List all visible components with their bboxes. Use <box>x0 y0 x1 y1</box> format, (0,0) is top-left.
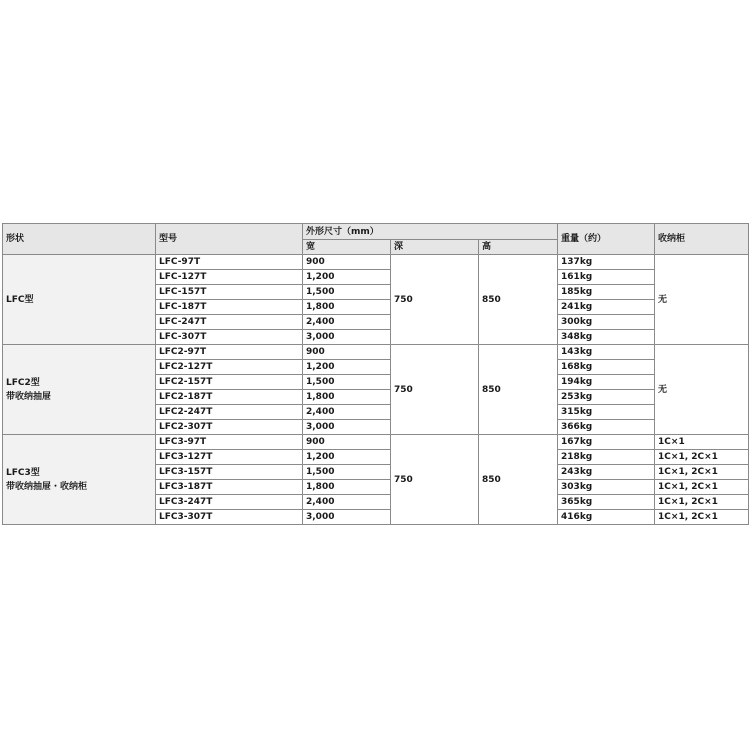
weight-cell: 194kg <box>558 375 655 390</box>
weight-cell: 167kg <box>558 435 655 450</box>
model-cell: LFC2-307T <box>156 420 303 435</box>
table-body <box>3 255 749 525</box>
model-cell: LFC2-127T <box>156 360 303 375</box>
width-cell: 1,200 <box>303 270 391 285</box>
weight-cell: 143kg <box>558 345 655 360</box>
model-cell: LFC-187T <box>156 300 303 315</box>
table-header <box>3 224 749 255</box>
cabinet-cell: 1C×1, 2C×1 <box>655 495 749 510</box>
model-cell: LFC-97T <box>156 255 303 270</box>
width-cell: 3,000 <box>303 510 391 525</box>
width-cell: 900 <box>303 255 391 270</box>
header-dimensions: 外形尺寸（mm） <box>303 224 558 240</box>
table-row <box>3 435 749 450</box>
depth-cell: 750 <box>391 435 479 525</box>
shape-name: LFC2型 <box>6 377 40 388</box>
weight-cell: 366kg <box>558 420 655 435</box>
header-height: 高 <box>479 240 558 255</box>
width-cell: 3,000 <box>303 420 391 435</box>
cabinet-cell: 无 <box>655 255 749 345</box>
cabinet-cell: 无 <box>655 345 749 435</box>
weight-cell: 241kg <box>558 300 655 315</box>
model-cell: LFC-127T <box>156 270 303 285</box>
weight-cell: 315kg <box>558 405 655 420</box>
width-cell: 1,800 <box>303 390 391 405</box>
height-cell: 850 <box>479 435 558 525</box>
width-cell: 2,400 <box>303 405 391 420</box>
model-cell: LFC3-307T <box>156 510 303 525</box>
shape-cell <box>3 255 156 345</box>
header-shape: 形状 <box>3 224 156 255</box>
model-cell: LFC3-187T <box>156 480 303 495</box>
weight-cell: 161kg <box>558 270 655 285</box>
width-cell: 1,800 <box>303 480 391 495</box>
cabinet-cell: 1C×1, 2C×1 <box>655 450 749 465</box>
spec-table <box>2 223 749 525</box>
width-cell: 2,400 <box>303 315 391 330</box>
width-cell: 1,500 <box>303 285 391 300</box>
model-cell: LFC-247T <box>156 315 303 330</box>
model-cell: LFC2-97T <box>156 345 303 360</box>
width-cell: 900 <box>303 435 391 450</box>
model-cell: LFC3-247T <box>156 495 303 510</box>
model-cell: LFC2-157T <box>156 375 303 390</box>
header-cabinet: 收纳柜 <box>655 224 749 255</box>
weight-cell: 365kg <box>558 495 655 510</box>
width-cell: 2,400 <box>303 495 391 510</box>
width-cell: 1,200 <box>303 450 391 465</box>
width-cell: 3,000 <box>303 330 391 345</box>
weight-cell: 168kg <box>558 360 655 375</box>
model-cell: LFC2-187T <box>156 390 303 405</box>
shape-name: LFC型 <box>6 294 34 305</box>
weight-cell: 243kg <box>558 465 655 480</box>
cabinet-cell: 1C×1, 2C×1 <box>655 465 749 480</box>
width-cell: 1,500 <box>303 375 391 390</box>
header-model: 型号 <box>156 224 303 255</box>
cabinet-cell: 1C×1 <box>655 435 749 450</box>
height-cell: 850 <box>479 345 558 435</box>
header-width: 宽 <box>303 240 391 255</box>
model-cell: LFC3-157T <box>156 465 303 480</box>
depth-cell: 750 <box>391 345 479 435</box>
shape-name: LFC3型 <box>6 467 40 478</box>
shape-description: 带收纳抽屉 <box>6 391 52 402</box>
width-cell: 1,500 <box>303 465 391 480</box>
table-row <box>3 345 749 360</box>
header-depth: 深 <box>391 240 479 255</box>
weight-cell: 185kg <box>558 285 655 300</box>
shape-cell <box>3 345 156 435</box>
weight-cell: 303kg <box>558 480 655 495</box>
height-cell: 850 <box>479 255 558 345</box>
model-cell: LFC3-97T <box>156 435 303 450</box>
table-row <box>3 255 749 270</box>
header-weight: 重量（约） <box>558 224 655 255</box>
weight-cell: 348kg <box>558 330 655 345</box>
weight-cell: 300kg <box>558 315 655 330</box>
cabinet-cell: 1C×1, 2C×1 <box>655 480 749 495</box>
shape-description: 带收纳抽屉・收纳柜 <box>6 481 88 492</box>
shape-cell <box>3 435 156 525</box>
width-cell: 1,200 <box>303 360 391 375</box>
weight-cell: 416kg <box>558 510 655 525</box>
weight-cell: 137kg <box>558 255 655 270</box>
weight-cell: 218kg <box>558 450 655 465</box>
width-cell: 1,800 <box>303 300 391 315</box>
model-cell: LFC2-247T <box>156 405 303 420</box>
model-cell: LFC-157T <box>156 285 303 300</box>
model-cell: LFC3-127T <box>156 450 303 465</box>
weight-cell: 253kg <box>558 390 655 405</box>
depth-cell: 750 <box>391 255 479 345</box>
width-cell: 900 <box>303 345 391 360</box>
model-cell: LFC-307T <box>156 330 303 345</box>
cabinet-cell: 1C×1, 2C×1 <box>655 510 749 525</box>
